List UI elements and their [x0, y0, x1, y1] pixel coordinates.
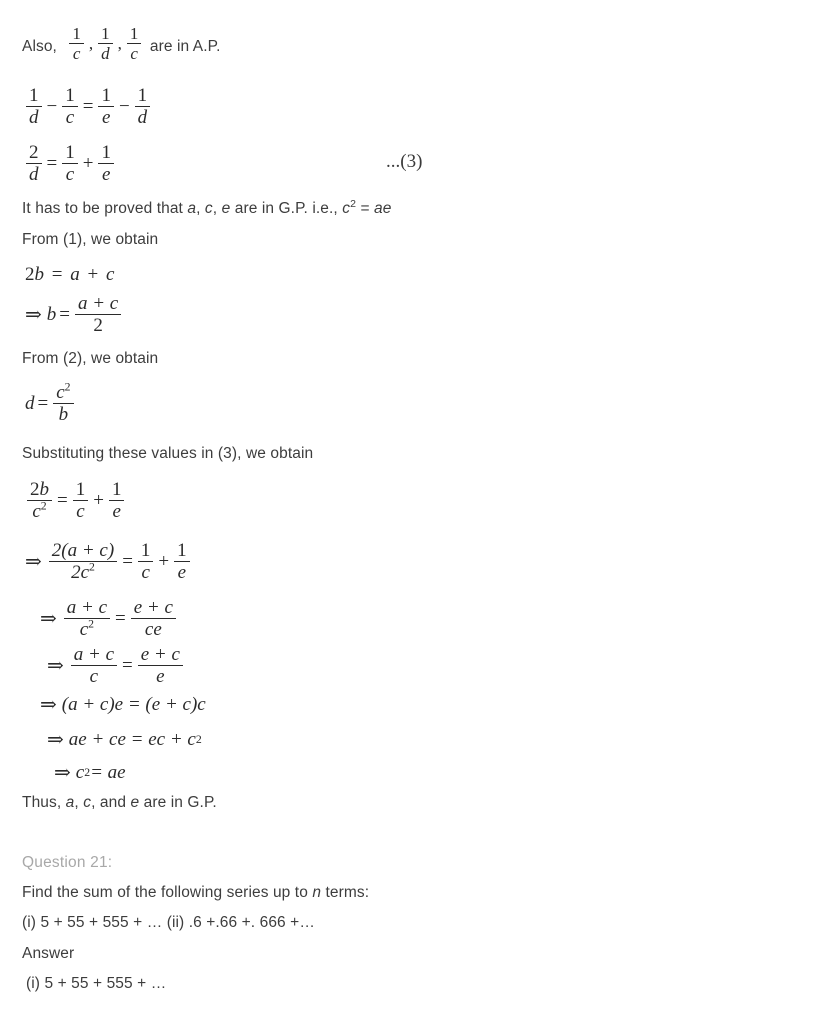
fraction-a-plus-c-over-2 — [75, 294, 121, 336]
numerator-e-plus-c-2: e + c — [138, 645, 183, 666]
equation-substituted-4 — [47, 645, 185, 687]
implies-arrow-6: ⇒ — [47, 729, 64, 751]
prove-text-d: are in G.P. i.e., — [230, 200, 343, 217]
comma-1: , — [88, 33, 94, 53]
equation-substituted-1 — [25, 480, 126, 522]
plus-1: + — [82, 152, 94, 174]
prove-equals: = — [356, 200, 375, 217]
fraction-1-c-2: $\frac{1}{c}$ — [62, 143, 78, 185]
fraction-1-e-3: $\frac{1}{e}$ — [109, 480, 125, 522]
equation-2b-text: 2b = a + c — [25, 264, 115, 285]
fraction-e-plus-c-over-ce — [131, 598, 176, 640]
also-prefix: Also, — [22, 37, 57, 55]
denominator-ce: ce — [144, 619, 162, 641]
fraction-2b-over-c-squared — [27, 480, 52, 522]
prompt-pre: Find the sum of the following series up to — [22, 884, 313, 901]
fraction-a-plus-c-over-c-squared — [64, 598, 110, 640]
prompt-post: terms: — [321, 884, 370, 901]
equation-substituted-3 — [40, 598, 178, 640]
denominator-2: 2 — [93, 315, 103, 337]
fraction-1-e-2: $\frac{1}{e}$ — [98, 143, 114, 185]
equals-2: = — [46, 152, 58, 174]
prove-text-c: , — [212, 200, 222, 217]
fraction-2-a-plus-c-over-2c-squared — [49, 541, 117, 583]
denominator-c-squared-2: $c^2$ — [79, 618, 95, 641]
prove-text-a: It has to be proved that — [22, 200, 188, 217]
equation-tag-3: ...(3) — [386, 151, 423, 172]
equation-expanded: ae + ce = ec + c — [68, 728, 196, 750]
implies-arrow-1: ⇒ — [25, 304, 42, 327]
numerator-a-plus-c: a + c — [75, 294, 121, 315]
numerator-2-a-plus-c: 2(a + c) — [49, 541, 117, 562]
exponent-2-a: 2 — [350, 197, 357, 210]
equation-ap-difference — [24, 86, 152, 128]
equals-7: = — [115, 607, 126, 629]
also-suffix: are in A.P. — [149, 37, 221, 55]
thus-post: are in G.P. — [139, 794, 217, 811]
plus-3: + — [158, 550, 170, 572]
denominator-e-1: e — [156, 666, 165, 688]
var-c-1: c — [204, 200, 213, 217]
numerator-a-plus-c-2: a + c — [64, 598, 110, 619]
lhs-d: d — [25, 392, 35, 414]
equation-substituted-7: ⇒ c 2 = ae — [54, 761, 126, 784]
minus-2: − — [118, 95, 130, 117]
fraction-1-c-3: $\frac{1}{c}$ — [73, 480, 89, 522]
fraction-1-c-1: $\frac{1}{c}$ — [62, 86, 78, 128]
denominator-c-1: c — [89, 666, 99, 688]
conclusion-statement — [22, 794, 217, 812]
fraction-1-d: $\frac{1}{d}$ — [98, 25, 113, 63]
numerator-e-plus-c-1: e + c — [131, 598, 176, 619]
numerator-c-squared: $c^2$ — [53, 383, 73, 404]
equals-1: = — [82, 95, 94, 117]
fraction-a-plus-c-over-c — [71, 645, 117, 687]
implies-arrow-4: ⇒ — [47, 655, 64, 678]
answer-series-i: (i) 5 + 55 + 555 + … — [26, 975, 167, 992]
fraction-e-plus-c-over-e — [138, 645, 183, 687]
fraction-1-c-4: $\frac{1}{c}$ — [138, 541, 154, 583]
equals-4: = — [37, 392, 49, 414]
statement-substituting: Substituting these values in (3), we obtain — [22, 445, 314, 462]
also-fraction-group — [67, 25, 143, 63]
equals-3: = — [59, 303, 70, 325]
answer-label: Answer — [22, 945, 75, 962]
equals-5: = — [57, 489, 68, 511]
equals-8: = — [122, 654, 133, 676]
var-c-squared: c — [342, 200, 351, 217]
var-n: n — [312, 884, 322, 901]
implies-arrow-7: ⇒ — [54, 762, 71, 784]
var-a-2: a — [65, 794, 75, 811]
implies-arrow-2: ⇒ — [25, 551, 42, 574]
fraction-c-squared-over-b — [53, 380, 73, 426]
fraction-1-c-a: $\frac{1}{c}$ — [69, 25, 84, 63]
equation-substituted-6: ⇒ ae + ce = ec + c 2 — [47, 728, 202, 751]
fraction-1-e-1: $\frac{1}{e}$ — [98, 86, 114, 128]
denominator-b: b — [58, 404, 69, 426]
equation-2b-eq-a-plus-c — [25, 264, 114, 286]
fraction-1-c-b: $\frac{1}{c}$ — [127, 25, 142, 63]
equation-b-equals-half-a-plus-c — [25, 294, 123, 336]
implies-arrow-5: ⇒ — [40, 694, 57, 716]
equation-d-equals-c-squared-over-b — [25, 380, 76, 426]
prove-text-b: , — [196, 200, 205, 217]
numerator-a-plus-c-3: a + c — [71, 645, 117, 666]
var-a-1: a — [187, 200, 197, 217]
equals-6: = — [122, 550, 133, 572]
statement-from-2: From (2), we obtain — [22, 350, 159, 367]
equation-substituted-5 — [40, 692, 206, 717]
fraction-1-d-2: $\frac{1}{d}$ — [135, 86, 151, 128]
question-series-list: (i) 5 + 55 + 555 + … (ii) .6 +.66 +. 666 +… — [22, 914, 315, 931]
plus-2: + — [93, 489, 104, 511]
statement-from-1: From (1), we obtain — [22, 231, 159, 248]
var-c-2: c — [83, 794, 92, 811]
result-c: c — [75, 761, 85, 783]
denominator-c-squared-1: $c^2$ — [32, 500, 47, 523]
thus-mid-2: , and — [91, 794, 131, 811]
numerator-2b: 2b — [27, 480, 52, 501]
equation-cross-multiplied: (a + c)e = (e + c)c — [61, 693, 206, 715]
denominator-2c-squared: $2c^2$ — [71, 561, 95, 584]
minus-1: − — [46, 95, 58, 117]
fraction-1-e-4: $\frac{1}{e}$ — [174, 541, 190, 583]
equation-3 — [24, 143, 116, 185]
lhs-b: b — [46, 303, 57, 325]
term-ae-1: ae — [374, 200, 392, 217]
fraction-2-d: $\frac{2}{d}$ — [26, 143, 42, 185]
implies-arrow-3: ⇒ — [40, 608, 57, 631]
question-heading: Question 21: — [22, 854, 113, 871]
statement-also-ap — [22, 24, 221, 66]
comma-2: , — [117, 33, 122, 53]
result-equals-ae: = ae — [90, 761, 126, 783]
var-e-1: e — [221, 200, 231, 217]
fraction-1-d-1: $\frac{1}{d}$ — [26, 86, 42, 128]
question-prompt — [22, 884, 369, 902]
var-e-2: e — [130, 794, 140, 811]
equation-substituted-2 — [25, 541, 192, 583]
thus-pre: Thus, — [22, 794, 66, 811]
statement-to-prove — [22, 197, 392, 218]
thus-mid-1: , — [74, 794, 84, 811]
